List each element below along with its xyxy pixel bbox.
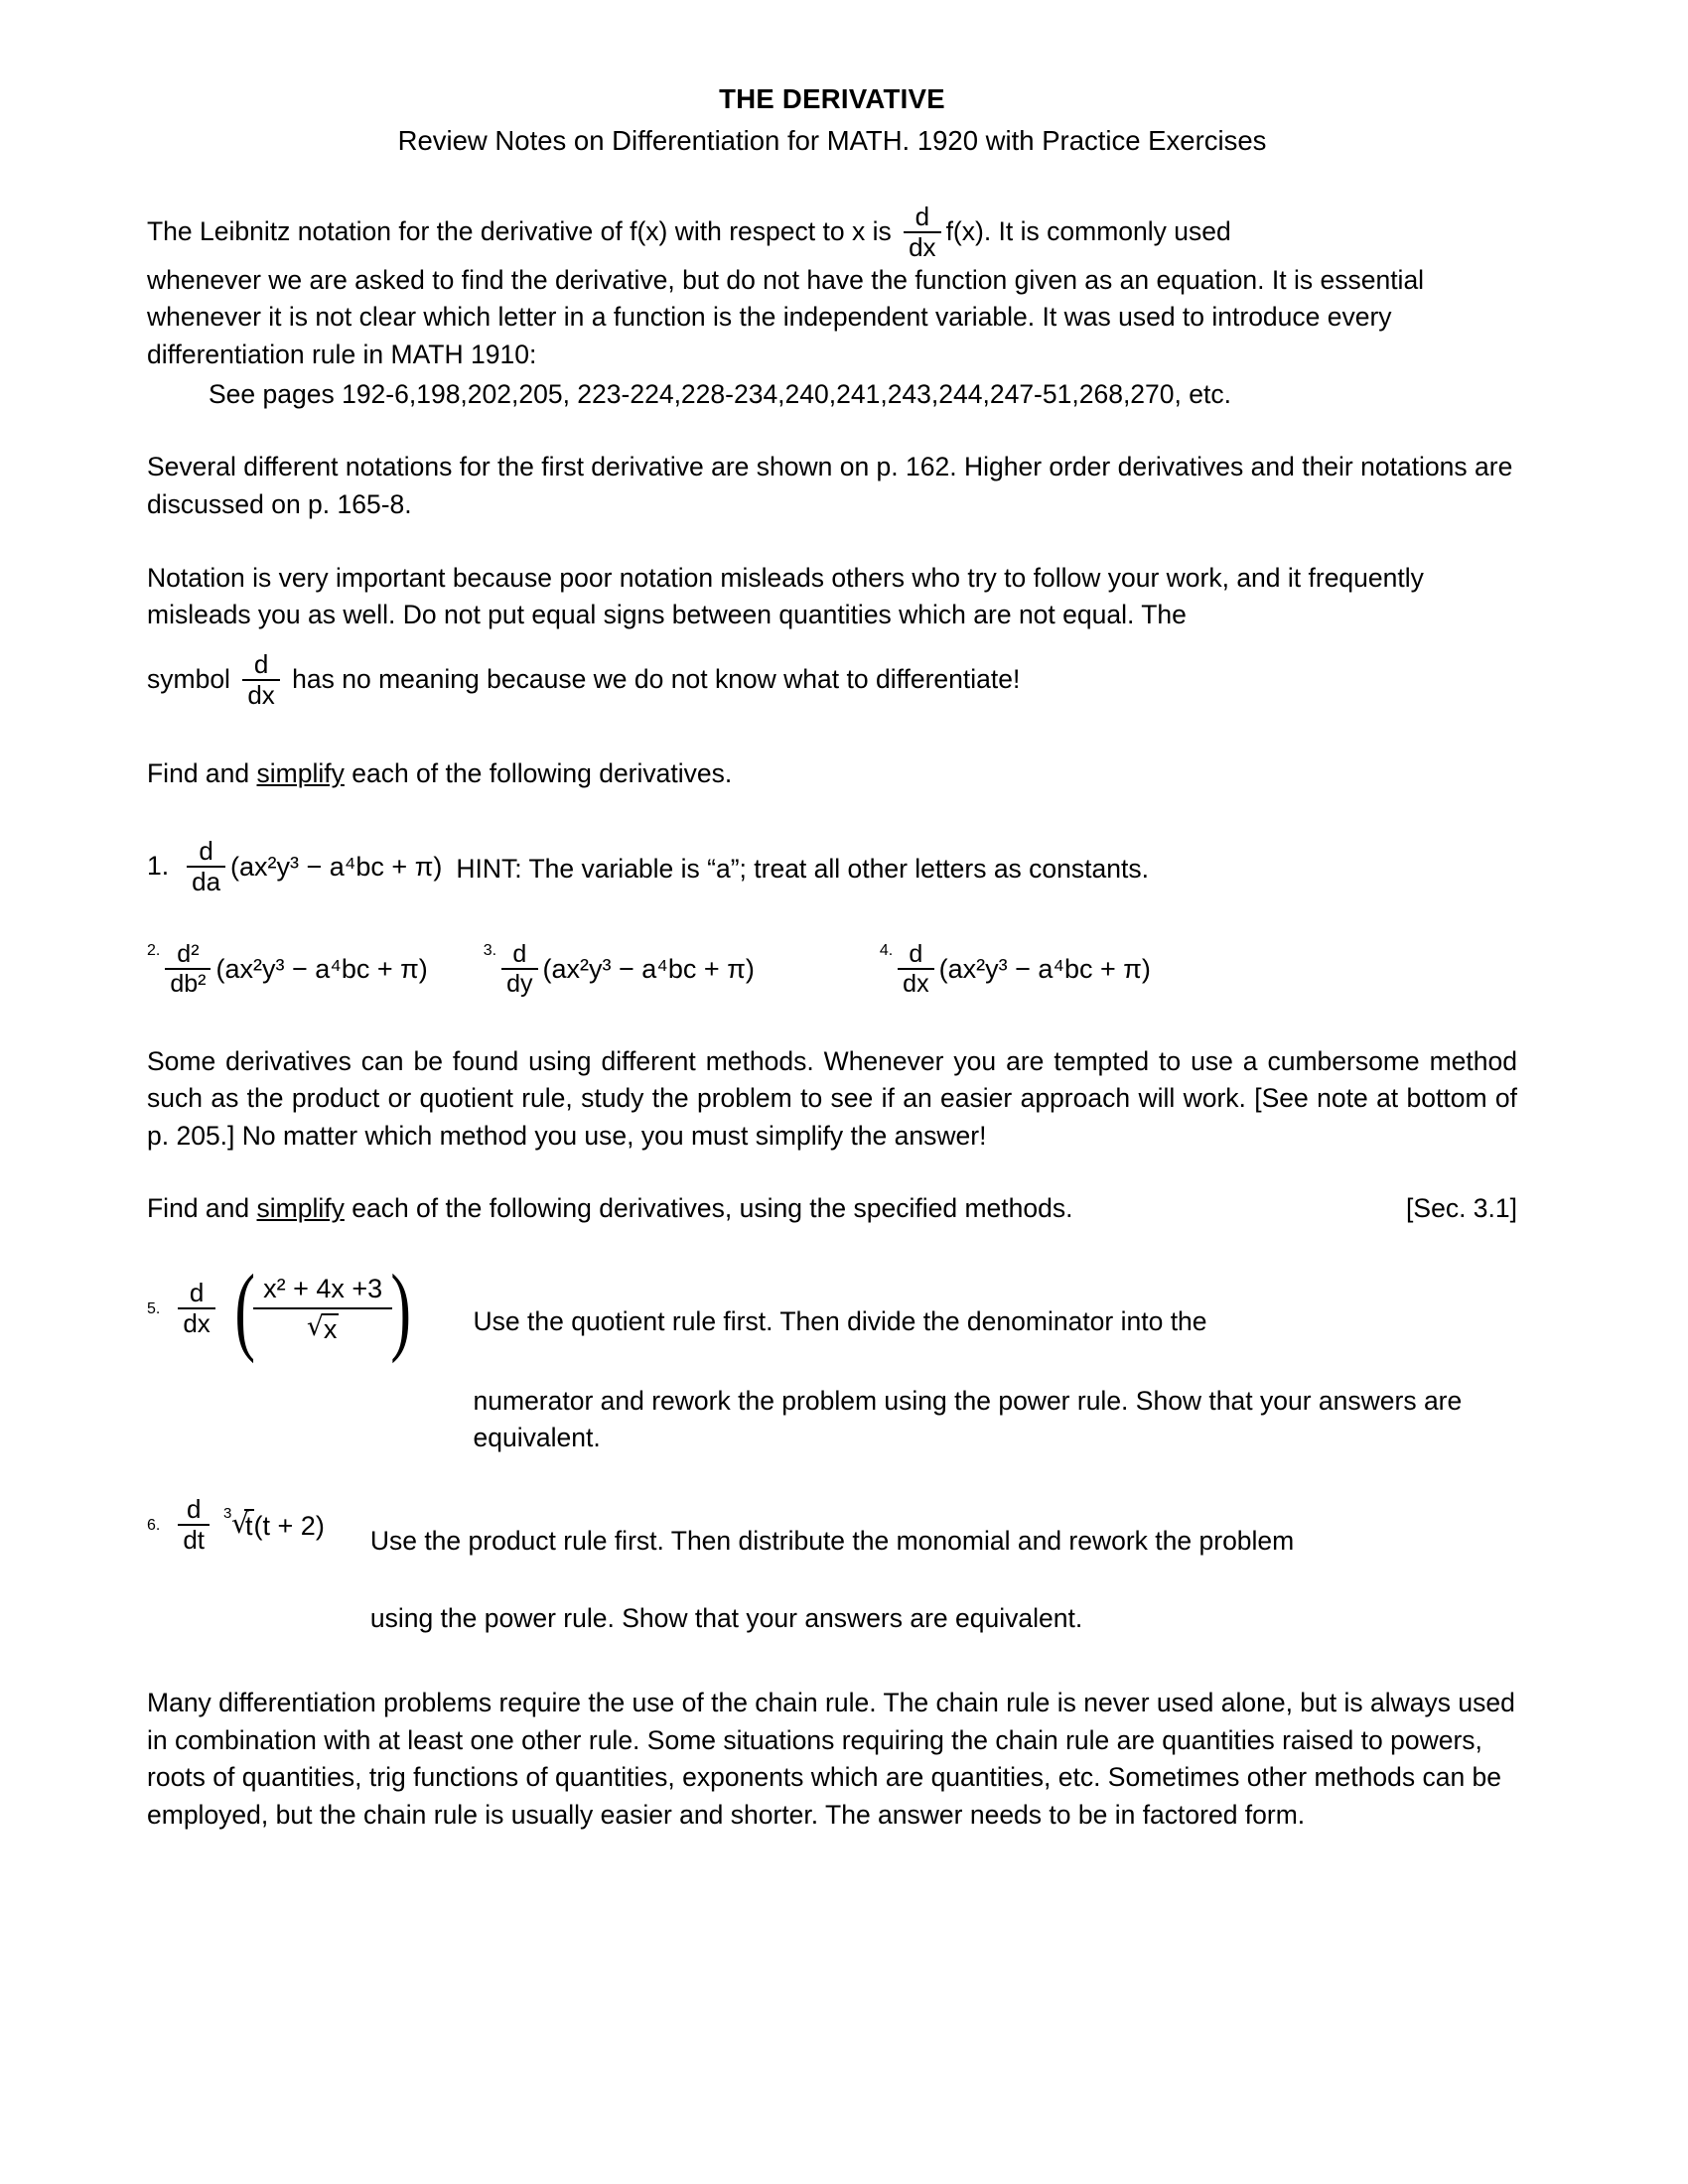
radicand: x bbox=[323, 1313, 338, 1344]
fraction-denominator: dy bbox=[501, 968, 537, 997]
problem-5-instruction-line-1: Use the quotient rule first. Then divide the denominator into the bbox=[473, 1306, 1207, 1337]
problem-6-expression bbox=[147, 1493, 325, 1555]
polynomial-expression: (ax²y³ − a⁴bc + π) bbox=[938, 953, 1151, 984]
derivative-operator bbox=[501, 941, 537, 997]
instruction-before: Find and bbox=[147, 757, 250, 788]
problem-6-instruction-line-2: using the power rule. Show that your answers are equivalent. bbox=[369, 1602, 1083, 1633]
instruction-find-simplify-1 bbox=[147, 755, 1517, 793]
problem-2 bbox=[147, 939, 428, 998]
grouped-quotient bbox=[228, 1254, 418, 1365]
root-degree: √ 3 bbox=[223, 1505, 232, 1523]
section-reference: [Sec. 3.1] bbox=[1406, 1193, 1517, 1224]
fraction-numerator: d bbox=[186, 1493, 202, 1524]
fraction-denominator: db² bbox=[165, 968, 211, 997]
quotient-denominator bbox=[253, 1307, 392, 1345]
fraction-numerator: d bbox=[189, 1278, 205, 1308]
fraction-denominator: dx bbox=[898, 968, 933, 997]
quotient-fraction bbox=[253, 1275, 392, 1344]
polynomial-expression: (ax²y³ − a⁴bc + π) bbox=[230, 852, 443, 883]
problem-index: 2. bbox=[147, 941, 161, 959]
derivative-operator bbox=[165, 941, 211, 997]
notation-paragraph-part2: has no meaning because we do not know what to differentiate! bbox=[292, 663, 1021, 694]
fraction-numerator: d bbox=[512, 939, 527, 968]
fraction-denominator: dx bbox=[242, 679, 279, 709]
problem-5-instructions bbox=[418, 1274, 1517, 1457]
problem-index: 1. bbox=[147, 850, 170, 881]
square-root-icon bbox=[307, 1313, 340, 1345]
cube-root-expression bbox=[222, 1505, 325, 1542]
instruction-after: each of the following derivatives, using the specified methods. bbox=[352, 1193, 1073, 1224]
problem-3 bbox=[483, 939, 755, 998]
problem-index: 6. bbox=[147, 1516, 161, 1534]
problem-expression bbox=[182, 835, 443, 896]
radicand: t bbox=[245, 1511, 253, 1542]
problem-index: 5. bbox=[147, 1300, 161, 1318]
problem-4 bbox=[879, 939, 1151, 998]
see-pages-line: See pages 192-6,198,202,205, 223-224,228-234,240,241,243,244,247-51,268,270, etc. bbox=[209, 378, 1231, 409]
page-subtitle: Review Notes on Differentiation for MATH. 1920 with Practice Exercises bbox=[397, 124, 1267, 156]
document-content bbox=[147, 83, 1517, 1835]
polynomial-expression: (ax²y³ − a⁴bc + π) bbox=[215, 953, 428, 984]
problem-5 bbox=[147, 1254, 1517, 1457]
problem-6-instruction-line-1: Use the product rule first. Then distribute the monomial and rework the problem bbox=[369, 1525, 1295, 1556]
polynomial-expression: (ax²y³ − a⁴bc + π) bbox=[542, 953, 755, 984]
problem-index: 4. bbox=[879, 941, 894, 959]
problem-1 bbox=[147, 835, 1517, 896]
quotient-numerator: x² + 4x +3 bbox=[263, 1273, 383, 1303]
problem-6-instructions bbox=[325, 1497, 1517, 1637]
fraction-numerator: d bbox=[914, 201, 930, 231]
fraction-numerator: d bbox=[199, 835, 213, 866]
leibnitz-fraction bbox=[904, 201, 940, 262]
problem-5-expression bbox=[147, 1254, 418, 1365]
instruction-underlined: simplify bbox=[256, 1193, 345, 1224]
notations-paragraph: Several different notations for the first derivative are shown on p. 162. Higher order derivatives and their notations are discussed on p. 165-8. bbox=[147, 452, 1513, 519]
fraction-numerator: d² bbox=[177, 939, 200, 968]
instruction-before: Find and bbox=[147, 1193, 250, 1224]
symbol-word: symbol bbox=[147, 663, 230, 694]
cube-root-icon bbox=[222, 1505, 254, 1542]
fraction-denominator: dx bbox=[904, 231, 940, 261]
intro-text-after: f(x). It is commonly used bbox=[945, 215, 1231, 246]
product-factor: (t + 2) bbox=[253, 1511, 325, 1542]
chain-rule-paragraph: Many differentiation problems require the use of the chain rule. The chain rule is never used alone, but is always used in combination with at least one other rule. Some situations requiring the chain rule are quantities raised to powers, roots of quantities, trig functions of quantities, exponents which are quantities, etc. Sometimes other methods can be employed, but the chain rule is usually easier and shorter. The answer needs to be in factored form. bbox=[147, 1688, 1515, 1831]
fraction-denominator: dx bbox=[178, 1307, 214, 1337]
derivative-operator bbox=[178, 1280, 214, 1337]
fraction-denominator: dt bbox=[178, 1524, 210, 1554]
intro-body-paragraph: whenever we are asked to find the derivative, but do not have the function given as an equation. It is essential whenever it is not clear which letter in a function is the independent variable. It was used to introduce every differentiation rule in MATH 1910: bbox=[147, 264, 1425, 370]
symbol-fraction bbox=[242, 648, 279, 710]
intro-text-before: The Leibnitz notation for the derivative of f(x) with respect to x is bbox=[147, 215, 892, 246]
instruction-after: each of the following derivatives. bbox=[352, 757, 733, 788]
left-paren: ( bbox=[234, 1254, 255, 1365]
problem-index: 3. bbox=[483, 941, 497, 959]
problem-6 bbox=[147, 1493, 1517, 1637]
intro-line-1 bbox=[147, 201, 1517, 262]
instruction-find-simplify-2 bbox=[147, 1190, 1517, 1228]
problems-2-3-4-row bbox=[147, 939, 1517, 998]
right-paren: ) bbox=[390, 1254, 412, 1365]
notation-paragraph-part1: Notation is very important because poor notation misleads others who try to follow your work, and it frequently misleads you as well. Do not put equal signs between quantities which are not equal. The bbox=[147, 562, 1424, 630]
instruction-underlined: simplify bbox=[256, 757, 345, 788]
page-title: THE DERIVATIVE bbox=[719, 83, 945, 114]
problem-5-instruction-line-2: numerator and rework the problem using the power rule. Show that your answers are equivalent. bbox=[473, 1385, 1463, 1453]
problem-hint: HINT: The variable is “a”; treat all other letters as constants. bbox=[456, 853, 1149, 884]
derivative-operator bbox=[178, 1493, 210, 1555]
fraction-numerator: d bbox=[909, 939, 923, 968]
derivative-operator bbox=[898, 941, 933, 997]
fraction-denominator: da bbox=[187, 866, 225, 895]
notation-symbol-line bbox=[147, 648, 1517, 710]
fraction-numerator: d bbox=[253, 648, 269, 679]
methods-paragraph: Some derivatives can be found using different methods. Whenever you are tempted to use a cumbersome method such as the product or quotient rule, study the problem to see if an easier approach will work. [See note at bottom of p. 205.] No matter which method you use, you must simplify the answer! bbox=[147, 1045, 1517, 1151]
derivative-operator bbox=[187, 835, 225, 896]
